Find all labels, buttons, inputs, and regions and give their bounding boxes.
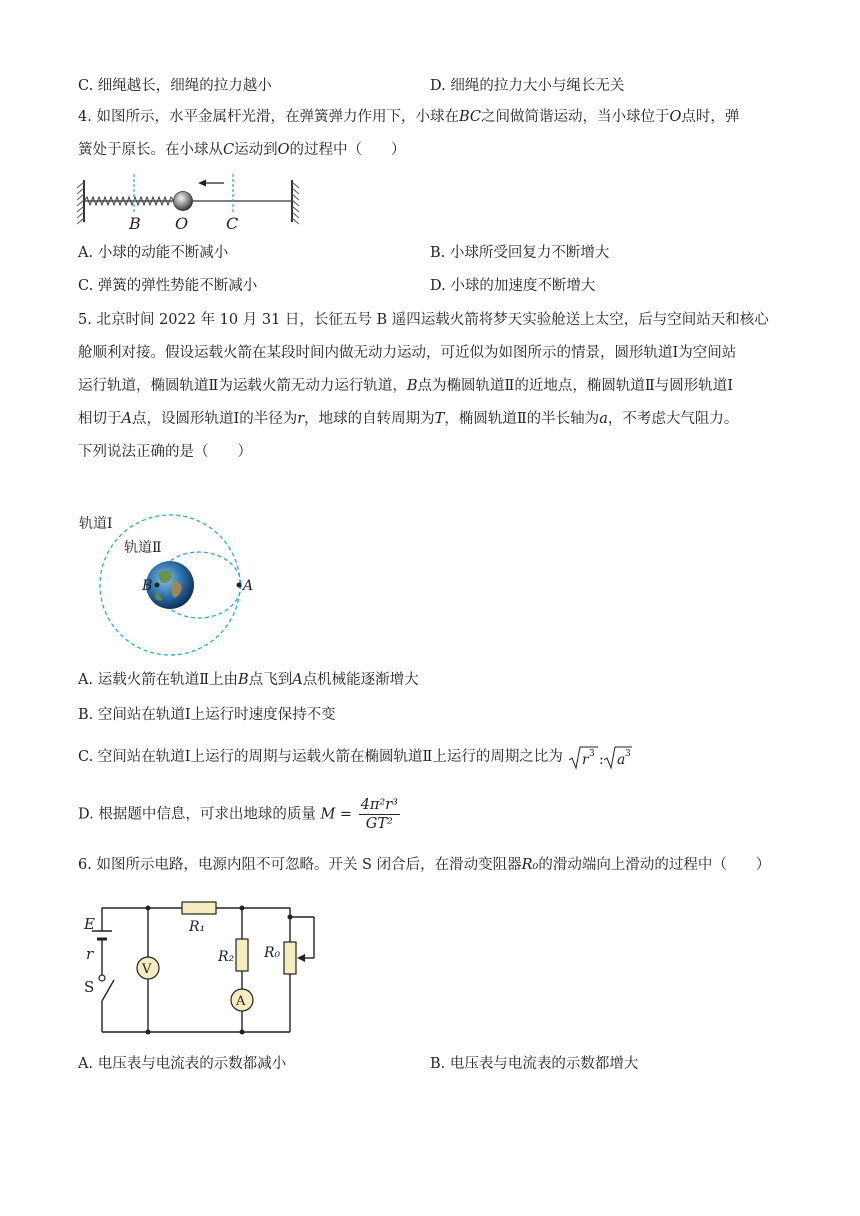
label-b: B [129, 214, 141, 232]
mass-formula-fraction: $\frac{\text{4π²r³}}{\text{GT²}}$ [360, 797, 398, 832]
svg-text:a: a [616, 752, 625, 768]
q5-stem-line5: 下列说法正确的是（ ） [78, 444, 252, 460]
q6-option-a: A. 电压表与电流表的示数都减小 [78, 1056, 287, 1072]
q5-stem-line3: 运行轨道，椭圆轨道Ⅱ为运载火箭无动力运行轨道，B点为椭圆轨道Ⅱ的近地点，椭圆轨道Ⅱ与圆形轨道Ⅰ [78, 378, 733, 394]
q4-option-b: B. 小球所受回复力不断增大 [430, 245, 610, 261]
q3-option-d: D. 细绳的拉力大小与绳长无关 [430, 78, 625, 94]
earth-icon [146, 561, 194, 609]
svg-text:V: V [142, 962, 152, 977]
svg-text:S: S [84, 978, 95, 996]
orbit1-label: 轨道Ⅰ [79, 516, 113, 532]
svg-text:E: E [84, 915, 95, 933]
q6-option-b: B. 电压表与电流表的示数都增大 [430, 1056, 639, 1072]
q5-option-d: D. 根据题中信息，可求出地球的质量 M = $\frac{\text{4π²r³}}{\text{GT²}}$ [78, 797, 398, 832]
svg-text:R₁: R₁ [189, 919, 206, 935]
q5-option-a: A. 运载火箭在轨道Ⅱ上由B点飞到A点机械能逐渐增大 [78, 672, 419, 688]
q3-option-c: C. 细绳越长，细绳的拉力越小 [78, 78, 272, 94]
orbit2-label: 轨道Ⅱ [124, 540, 162, 556]
q4-option-d: D. 小球的加速度不断增大 [430, 278, 596, 294]
q4-option-c: C. 弹簧的弹性势能不断减小 [78, 278, 258, 294]
svg-text:R₀: R₀ [264, 945, 281, 961]
q4-stem-line2: 簧处于原长。在小球从C运动到O的过程中（ ） [78, 142, 406, 158]
sqrt-ratio-formula [568, 744, 632, 770]
svg-text:3: 3 [588, 749, 595, 759]
svg-text:A: A [236, 994, 246, 1009]
q4-spring-figure [74, 170, 304, 232]
label-c: C [226, 214, 239, 232]
q4-stem-line1: 4. 如图所示，水平金属杆光滑，在弹簧弹力作用下，小球在BC之间做简谐运动，当小球位于O点时，弹 [78, 109, 740, 125]
svg-text:r: r [581, 752, 589, 768]
q5-stem-line2: 舱顺利对接。假设运载火箭在某段时间内做无动力运动，可近似为如图所示的情景，圆形轨道Ⅰ为空间站 [78, 345, 737, 361]
svg-text:R₂: R₂ [218, 949, 235, 965]
svg-text::: : [598, 752, 604, 768]
svg-text:3: 3 [624, 749, 631, 759]
q5-stem-line1: 5. 北京时间 2022 年 10 月 31 日，长征五号 B 遥四运载火箭将梦天实验舱送上太空，后与空间站天和核心 [78, 312, 769, 328]
q5-stem-line4: 相切于A点，设圆形轨道Ⅰ的半径为r，地球的自转周期为T，椭圆轨道Ⅱ的半长轴为a，不考虑大气阻力。 [78, 411, 739, 427]
label-o: O [175, 214, 189, 232]
q4-option-a: A. 小球的动能不断减小 [78, 245, 229, 261]
q6-circuit-figure [80, 895, 330, 1040]
q5-orbit-figure [76, 512, 286, 662]
q5-option-b: B. 空间站在轨道Ⅰ上运行时速度保持不变 [78, 707, 336, 723]
q6-stem: 6. 如图所示电路，电源内阻不可忽略。开关 S 闭合后，在滑动变阻器R₀的滑动端向上滑动的过程中（ ） [78, 857, 771, 873]
q5-option-c: C. 空间站在轨道Ⅰ上运行的周期与运载火箭在椭圆轨道Ⅱ上运行的周期之比为 r 3 : a 3 [78, 744, 632, 770]
point-b-label: B [142, 578, 153, 594]
point-a-label: A [243, 578, 254, 594]
svg-text:r: r [86, 945, 94, 963]
